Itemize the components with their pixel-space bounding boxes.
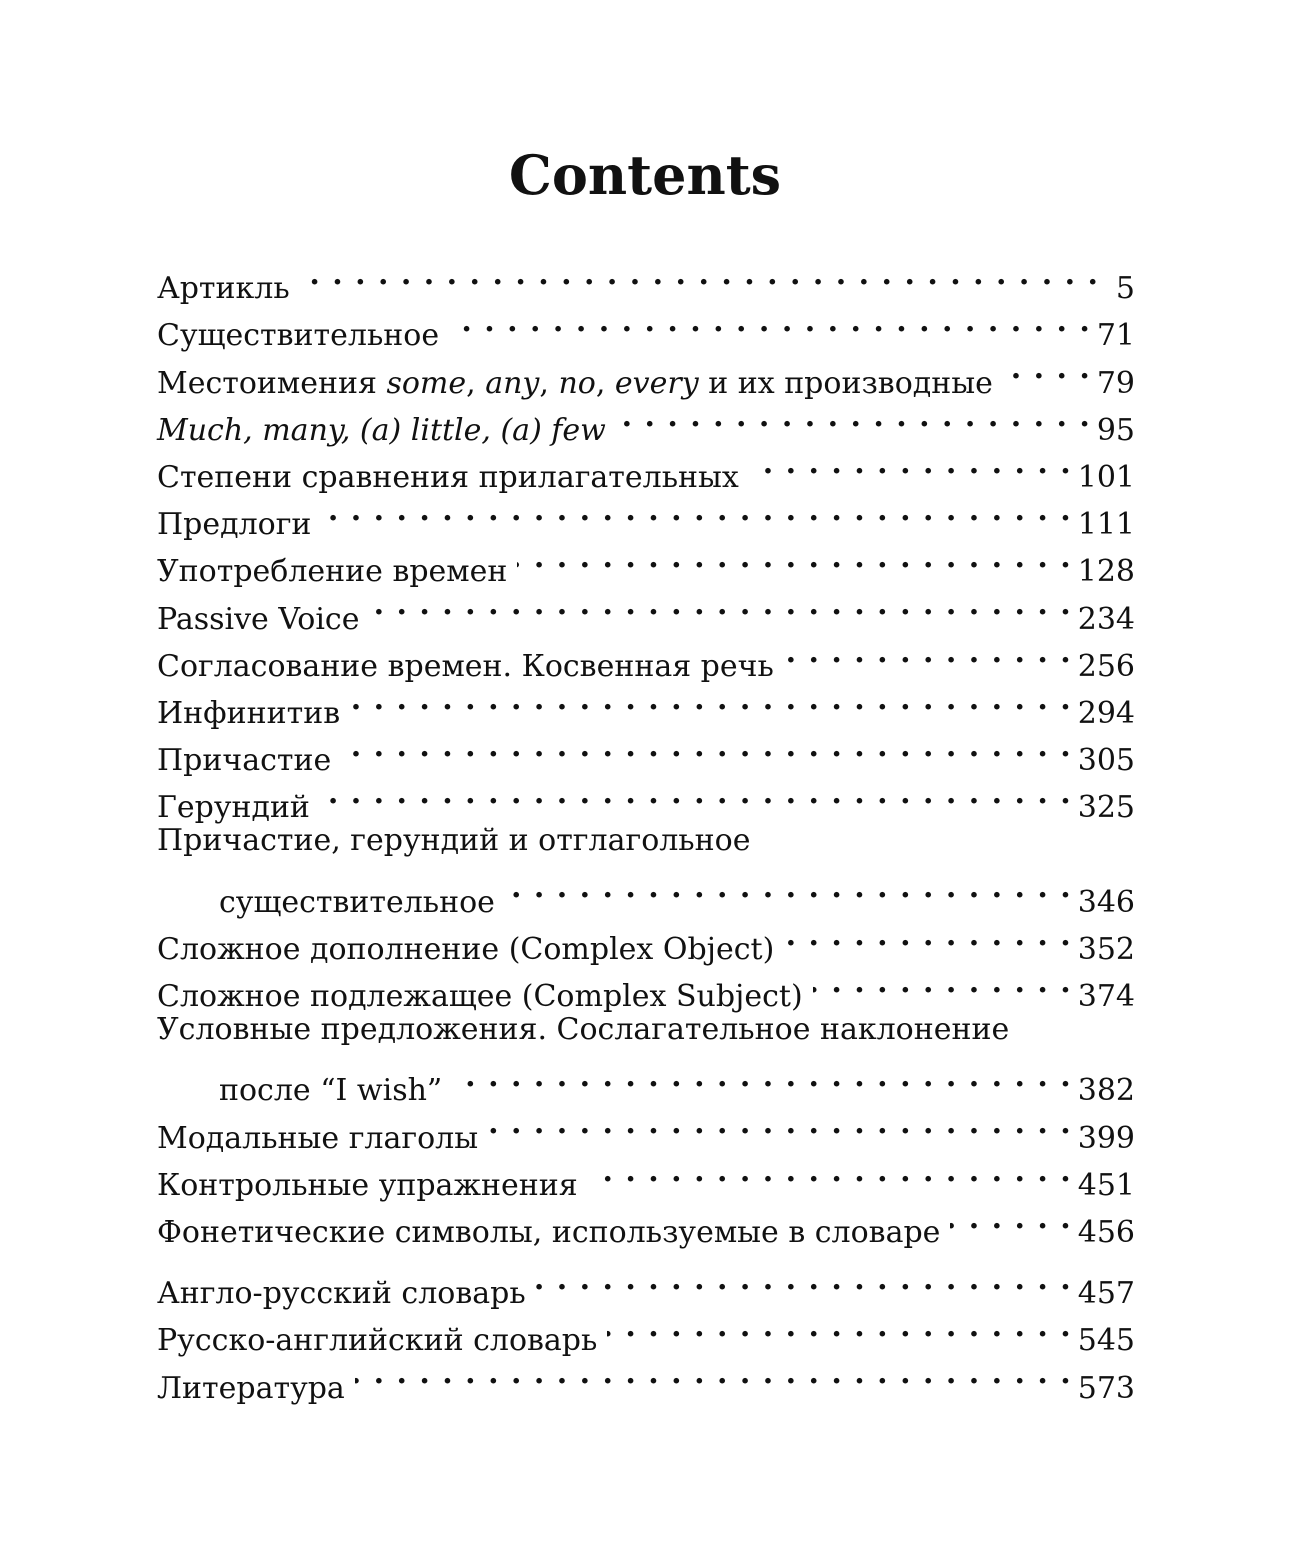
page-title: Contents bbox=[508, 143, 782, 207]
toc-entry-page: 71 bbox=[1096, 318, 1135, 354]
dot-leader bbox=[536, 1256, 1072, 1303]
toc-entry-page: 457 bbox=[1077, 1276, 1135, 1312]
toc-entry-label: Русско-английский словарь bbox=[157, 1323, 598, 1359]
dot-leader bbox=[321, 487, 1071, 534]
toc-entry-label: Употребление времен bbox=[157, 554, 508, 590]
toc-entry[interactable] bbox=[157, 534, 1135, 590]
toc-entry-label: Инфинитив bbox=[157, 695, 341, 731]
toc-entry-label-line2: после “I wish” bbox=[219, 1073, 443, 1109]
dot-leader bbox=[488, 1100, 1072, 1147]
dot-leader bbox=[350, 676, 1072, 723]
dot-leader bbox=[950, 1195, 1071, 1242]
toc-entry-label: Much, many, (a) little, (a) few bbox=[157, 412, 606, 448]
toc-entry-label: Степени сравнения прилагательных bbox=[157, 459, 739, 495]
dot-leader bbox=[341, 723, 1072, 770]
toc-entry-page: 545 bbox=[1077, 1323, 1135, 1359]
toc-entry-page: 399 bbox=[1077, 1120, 1135, 1156]
toc-entry-page: 95 bbox=[1096, 412, 1135, 448]
dot-leader bbox=[449, 298, 1091, 345]
toc-entry-page: 573 bbox=[1077, 1370, 1135, 1406]
toc-entry-page: 234 bbox=[1077, 601, 1135, 637]
toc-entry[interactable] bbox=[157, 393, 1135, 448]
toc-entry[interactable] bbox=[157, 1256, 1135, 1312]
dot-leader bbox=[784, 912, 1071, 959]
dot-leader bbox=[616, 393, 1091, 440]
toc-entry-page: 5 bbox=[1115, 271, 1135, 307]
toc-entry-label-line1: Условные предложения. Сослагательное наклонение bbox=[157, 1012, 1010, 1047]
toc-entry-page: 111 bbox=[1077, 507, 1135, 543]
toc-entry-label: Причастие bbox=[157, 743, 332, 779]
toc-entry[interactable] bbox=[157, 345, 1135, 401]
dot-leader bbox=[300, 251, 1099, 298]
toc-entry-page: 451 bbox=[1077, 1167, 1135, 1203]
toc-entry-label-line1: Причастие, герундий и отглагольное bbox=[157, 823, 751, 859]
toc-entry[interactable] bbox=[157, 298, 1135, 354]
dot-leader bbox=[355, 1350, 1072, 1397]
label-text: Местоимения bbox=[157, 365, 387, 401]
toc-entry-page: 128 bbox=[1077, 554, 1135, 590]
toc-entry-page: 374 bbox=[1077, 979, 1135, 1014]
toc-entry-label-line2: существительное bbox=[219, 884, 495, 920]
dot-leader bbox=[1003, 345, 1091, 392]
toc-entry[interactable] bbox=[157, 723, 1135, 779]
toc-entry-label: Контрольные упражнения bbox=[157, 1167, 578, 1203]
toc-entry[interactable] bbox=[157, 1100, 1135, 1156]
dot-leader bbox=[517, 534, 1071, 581]
toc-entry-line2 bbox=[157, 1053, 1135, 1109]
toc-entry[interactable] bbox=[157, 1195, 1135, 1250]
toc-entry-page: 101 bbox=[1077, 459, 1135, 495]
toc-entry-label: Артикль bbox=[157, 271, 290, 307]
label-text: , bbox=[466, 365, 486, 401]
table-of-contents bbox=[157, 251, 1135, 1406]
toc-entry[interactable] bbox=[157, 487, 1135, 543]
toc-entry[interactable] bbox=[157, 440, 1135, 495]
toc-entry-label: Предлоги bbox=[157, 507, 312, 543]
toc-entry-label: Фонетические символы, используемые в словаре bbox=[157, 1214, 941, 1250]
toc-entry-page: 382 bbox=[1077, 1073, 1135, 1109]
toc-entry-label: Passive Voice bbox=[157, 601, 360, 637]
dot-leader bbox=[505, 864, 1072, 911]
toc-entry-label: Модальные глаголы bbox=[157, 1120, 479, 1156]
toc-entry-page: 294 bbox=[1077, 695, 1135, 731]
toc-entry-label: Сложное дополнение (Complex Object) bbox=[157, 931, 775, 967]
toc-entry-page: 79 bbox=[1096, 365, 1135, 401]
toc-entry-page: 325 bbox=[1077, 790, 1135, 826]
dot-leader bbox=[320, 770, 1072, 817]
toc-entry[interactable] bbox=[157, 1148, 1135, 1203]
toc-entry-label: Согласование времен. Косвенная речь bbox=[157, 648, 774, 684]
toc-entry-page: 305 bbox=[1077, 743, 1135, 779]
label-text: и их производные bbox=[698, 365, 993, 401]
label-italic-some: some bbox=[386, 365, 467, 401]
dot-leader bbox=[749, 440, 1072, 487]
label-text: , bbox=[595, 365, 615, 401]
toc-entry[interactable] bbox=[157, 251, 1135, 307]
toc-entry-line2 bbox=[157, 864, 1135, 920]
toc-entry-label: Литература bbox=[157, 1370, 345, 1406]
dot-leader bbox=[588, 1148, 1072, 1195]
dot-leader bbox=[369, 581, 1071, 628]
toc-entry[interactable] bbox=[157, 1303, 1135, 1359]
label-italic-any: any bbox=[485, 365, 540, 401]
label-italic-every: every bbox=[614, 365, 699, 401]
dot-leader bbox=[607, 1303, 1071, 1350]
label-italic-no: no bbox=[558, 365, 596, 401]
dot-leader bbox=[784, 629, 1072, 676]
toc-entry[interactable] bbox=[157, 581, 1135, 637]
toc-entry[interactable] bbox=[157, 959, 1135, 1014]
toc-entry[interactable] bbox=[157, 676, 1135, 731]
toc-entry-page: 352 bbox=[1077, 931, 1135, 967]
toc-entry-page: 456 bbox=[1077, 1214, 1135, 1250]
toc-entry[interactable] bbox=[157, 1006, 1135, 1109]
toc-entry-page: 346 bbox=[1077, 884, 1135, 920]
toc-entry-label: Герундий bbox=[157, 790, 310, 826]
toc-entry-label: Существительное bbox=[157, 318, 440, 354]
toc-entry[interactable] bbox=[157, 912, 1135, 967]
toc-entry-label: Англо-русский словарь bbox=[157, 1276, 526, 1312]
toc-entry[interactable] bbox=[157, 817, 1135, 920]
label-text: , bbox=[539, 365, 559, 401]
toc-entry[interactable] bbox=[157, 770, 1135, 826]
dot-leader bbox=[452, 1053, 1071, 1100]
toc-entry-page: 256 bbox=[1077, 648, 1135, 684]
toc-entry[interactable] bbox=[157, 1350, 1135, 1406]
toc-entry-label: Сложное подлежащее (Complex Subject) bbox=[157, 979, 803, 1014]
toc-entry[interactable] bbox=[157, 629, 1135, 684]
dot-leader bbox=[813, 959, 1072, 1006]
